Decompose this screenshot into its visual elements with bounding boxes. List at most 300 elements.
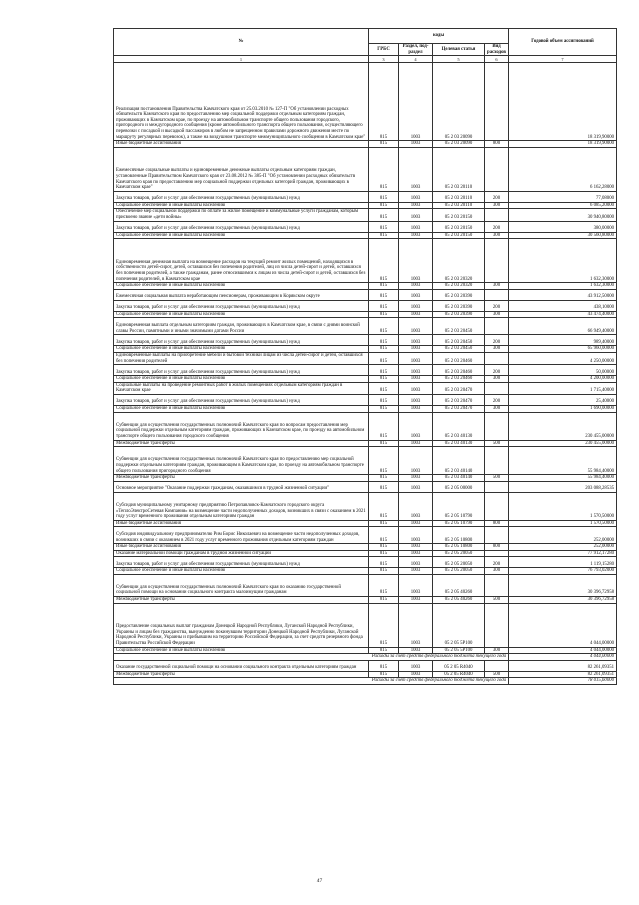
row-target: 05 2 05 40260 [433,575,485,597]
table-row [114,654,617,661]
row-name: Закупка товаров, работ и услуг для обеспечения государственных (муниципальных) нужд [114,221,369,232]
row-razdel: 1003 [399,191,433,202]
row-razdel: 1003 [399,318,433,335]
row-vid [485,481,509,492]
row-sum: 989,40000 [509,335,617,346]
row-razdel: 1003 [399,492,433,520]
row-name: Социальное обеспечение и иные выплаты населению [114,405,369,412]
row-razdel: 1003 [399,283,433,290]
row-name: Закупка товаров, работ и услуг для обеспечения государственных (муниципальных) нужд [114,394,369,405]
row-target: 05 2 05 20050 [433,568,485,575]
table-row [114,335,617,346]
row-vid [485,382,509,394]
header-num-5: 5 [433,56,485,63]
row-grbs: 815 [369,447,399,475]
row-target: 05 2 05 5P100 [433,647,485,654]
row-grbs: 815 [369,520,399,527]
table-row [114,300,617,311]
row-name: Оказание государственной социальной помощи на основании социального контракта отдельным категориям граждан [114,660,369,671]
table-row [114,447,617,475]
row-name: Закупка товаров, работ и услуг для обеспечения государственных (муниципальных) нужд [114,335,369,346]
row-grbs: 815 [369,603,399,647]
row-vid [485,209,509,221]
row-name: Оказание материальной помощи гражданам в трудной жизненной ситуации [114,550,369,557]
row-sum: 1 570,50000 [509,520,617,527]
row-grbs: 815 [369,300,399,311]
row-grbs: 815 [369,671,399,678]
row-target: 05 2 03 20110 [433,191,485,202]
row-name: Единовременные выплаты на приобретение мебели и бытовой техники лицам из числа детей-сирот и детей, оставшихся без попечения родителей [114,352,369,364]
row-grbs: 815 [369,63,399,141]
row-target: 05 2 03 20470 [433,382,485,394]
table-row [114,678,617,685]
table-body [114,63,617,685]
table-row [114,481,617,492]
row-sum: 43 912,50000 [509,289,617,300]
row-razdel: 1003 [399,300,433,311]
table-row [114,232,617,239]
row-razdel: 1003 [399,660,433,671]
row-target: 05 2 03 20150 [433,232,485,239]
row-name: Субвенции для осуществления государственных полномочий Камчатского края по вопросам предоставления мер социальной поддержки отдельным категориям граждан, проживающих в Камчатском крае, по проезду на автомобильном транспорте общего пользования городского сообщения [114,412,369,440]
header-num-3: 3 [369,56,399,63]
row-vid: 300 [485,346,509,353]
row-vid: 300 [485,202,509,209]
row-razdel: 1003 [399,239,433,283]
row-name: Иные бюджетные ассигнования [114,520,369,527]
row-sum: 252,00000 [509,527,617,544]
table-row [114,311,617,318]
row-target: 05 2 03 20110 [433,147,485,191]
table-row [114,671,617,678]
row-vid [485,63,509,141]
row-razdel: 1003 [399,141,433,148]
row-vid: 300 [485,405,509,412]
row-grbs: 815 [369,550,399,557]
row-razdel: 1003 [399,147,433,191]
row-vid: 500 [485,475,509,482]
row-grbs: 815 [369,311,399,318]
row-razdel: 1003 [399,376,433,383]
row-grbs: 815 [369,289,399,300]
row-target: 05 2 03 20460 [433,352,485,364]
row-grbs: 815 [369,318,399,335]
row-grbs: 815 [369,544,399,551]
row-target: 05 2 03 20460 [433,365,485,376]
row-grbs: 815 [369,575,399,597]
row-name: Субсидия индивидуальному предпринимателю Рим Борис Николаевич на возмещение части недополученных доходов, возникших в связи с оказанием в 2021 году услуг временного проживания отдельным категориям граждан [114,527,369,544]
row-razdel: 1003 [399,527,433,544]
row-sum: 25,40000 [509,394,617,405]
row-grbs: 815 [369,412,399,440]
row-razdel: 1003 [399,671,433,678]
row-name: Ежемесячные социальные выплаты и единовременные денежные выплаты отдельным категориям граждан, установленные Правительством Камчатского края от 23.08.2012 № 385-П "Об установлении расходных обязательств Камчатского края по предоставлению мер социальной поддержки отдельных категорий граждан, проживающих в Камчатском крае" [114,147,369,191]
row-vid: 300 [485,647,509,654]
table-row [114,520,617,527]
row-sum: 4 250,00000 [509,352,617,364]
row-sum: 77,08000 [509,191,617,202]
row-razdel: 1003 [399,475,433,482]
row-vid: 200 [485,335,509,346]
row-vid [485,318,509,335]
table-row [114,346,617,353]
row-target: 05 2 03 20150 [433,221,485,232]
table-row [114,394,617,405]
row-name: Субсидия муниципальному унитарному предприятию Петропавловск-Камчатского городского округа «ТеплоЭлектроСетевая Компания» на возмещение части недополученных доходов, возникших в связи с оказанием в 2021 году услуг временного проживания отдельным категориям граждан [114,492,369,520]
table-row [114,575,617,597]
row-target: 05 2 05 10790 [433,520,485,527]
table-row [114,382,617,394]
row-name: Социальное обеспечение и иные выплаты населению [114,346,369,353]
row-razdel: 1003 [399,544,433,551]
header-grbs: ГРБС [369,44,399,56]
row-vid: 200 [485,365,509,376]
row-target: 05 2 03 20390 [433,289,485,300]
row-grbs: 815 [369,335,399,346]
header-num-6: 6 [485,56,509,63]
row-name: Субвенции для осуществления государственных полномочий Камчатского края по предоставлению мер социальной поддержки отдельным категориям граждан, проживающим в Камчатском крае, по проезду на автомобильном транспорте общего пользования пригородного сообщения [114,447,369,475]
row-grbs: 815 [369,191,399,202]
row-grbs: 815 [369,141,399,148]
budget-table [113,28,617,685]
row-sum: 6 162,28000 [509,147,617,191]
row-sum: 380,00000 [509,221,617,232]
row-name: Иные бюджетные ассигнования [114,544,369,551]
row-target: 05 2 03 40140 [433,447,485,475]
row-grbs: 815 [369,660,399,671]
row-sum: 65 960,00000 [509,346,617,353]
row-vid [485,575,509,597]
row-name: Социальное обеспечение и иные выплаты населению [114,283,369,290]
row-sum: 4 200,00000 [509,376,617,383]
row-vid [485,239,509,283]
row-name: Закупка товаров, работ и услуг для обеспечения государственных (муниципальных) нужд [114,365,369,376]
table-row [114,141,617,148]
page-number: 47 [316,878,323,884]
header-row-numbers [114,56,617,63]
row-razdel: 1003 [399,647,433,654]
row-name: Социальное обеспечение и иные выплаты населению [114,202,369,209]
row-name: Межбюджетные трансферты [114,597,369,604]
row-razdel: 1003 [399,346,433,353]
row-vid: 800 [485,141,509,148]
row-grbs: 815 [369,283,399,290]
row-name: Межбюджетные трансферты [114,671,369,678]
row-sum: 1 632,30000 [509,239,617,283]
table-row [114,318,617,335]
row-grbs: 815 [369,147,399,191]
row-name: Социальное обеспечение и иные выплаты населению [114,568,369,575]
header-num-1: 1 [114,56,369,63]
row-target: 05 2 03 20110 [433,202,485,209]
row-name: Закупка товаров, работ и услуг для обеспечения государственных (муниципальных) нужд [114,191,369,202]
row-grbs: 815 [369,382,399,394]
row-note: Расходы за счет средств федерального бюджета текущего года [114,654,509,661]
row-vid [485,550,509,557]
row-target: 05 2 05 R4040 [433,671,485,678]
row-vid: 200 [485,221,509,232]
row-sum: 66 949,40000 [509,318,617,335]
row-target: 05 2 05 R4040 [433,660,485,671]
header-razdel: Раздел, под-раздел [399,44,433,56]
row-razdel: 1003 [399,232,433,239]
table-row [114,352,617,364]
row-sum: 230 455,00000 [509,412,617,440]
table-row [114,365,617,376]
row-sum: 30 560,80000 [509,232,617,239]
row-razdel: 1003 [399,412,433,440]
row-name: Обеспечение мер социальной поддержки по оплате за жилое помещение и коммунальные услуги гражданам, которым присвоено звание «дети войны» [114,209,369,221]
row-razdel: 1003 [399,405,433,412]
row-grbs: 815 [369,481,399,492]
row-vid [485,527,509,544]
row-target: 05 2 03 20390 [433,311,485,318]
row-razdel: 1003 [399,209,433,221]
row-grbs: 815 [369,440,399,447]
row-vid: 200 [485,300,509,311]
row-grbs: 815 [369,346,399,353]
row-grbs: 815 [369,394,399,405]
header-no: № [114,29,369,56]
row-target: 05 2 03 20450 [433,335,485,346]
row-sum: 55 984,40000 [509,447,617,475]
row-grbs: 815 [369,557,399,568]
row-sum: 50,00000 [509,365,617,376]
row-sum: 18 319,90000 [509,141,617,148]
row-razdel: 1003 [399,221,433,232]
row-grbs: 815 [369,376,399,383]
row-name: Закупка товаров, работ и услуг для обеспечения государственных (муниципальных) нужд [114,557,369,568]
row-target: 05 2 03 20090 [433,141,485,148]
row-target: 05 2 05 10800 [433,527,485,544]
row-razdel: 1003 [399,557,433,568]
header-summa: Годовой объем ассигнований [509,29,617,56]
table-row [114,440,617,447]
row-vid [485,447,509,475]
row-name: Межбюджетные трансферты [114,440,369,447]
row-sum: 1 690,00000 [509,405,617,412]
row-sum: 1 570,50000 [509,492,617,520]
row-sum: 4 044,00000 [509,647,617,654]
table-row [114,544,617,551]
row-sum: 1 119,15280 [509,557,617,568]
row-vid: 200 [485,557,509,568]
row-razdel: 1003 [399,63,433,141]
row-sum: 6 085,20000 [509,202,617,209]
row-grbs: 815 [369,365,399,376]
row-grbs: 815 [369,647,399,654]
table-row [114,492,617,520]
row-sum: 30 396,72958 [509,575,617,597]
row-razdel: 1003 [399,597,433,604]
row-target: 05 2 03 20320 [433,239,485,283]
row-target: 05 2 03 20090 [433,63,485,141]
row-sum: 4 044,00000 [509,654,617,661]
row-sum: 1 715,40000 [509,382,617,394]
row-grbs: 815 [369,568,399,575]
row-razdel: 1003 [399,447,433,475]
row-name: Основное мероприятие "Оказание поддержки гражданам, оказавшимся в трудной жизненной ситуации" [114,481,369,492]
table-row [114,202,617,209]
row-sum: 76 793,02000 [509,568,617,575]
table-row [114,209,617,221]
row-razdel: 1003 [399,365,433,376]
row-grbs: 815 [369,221,399,232]
row-name: Единовременная выплата отдельным категориям граждан, проживающих в Камчатском крае, в связи с днями воинской славы России, памятными и иными значимыми датами России [114,318,369,335]
header-codes: коды [369,29,509,44]
row-razdel: 1003 [399,603,433,647]
row-target: 05 2 05 10800 [433,544,485,551]
row-razdel: 1003 [399,352,433,364]
row-razdel: 1003 [399,311,433,318]
table-row [114,63,617,141]
row-name: Реализация постановления Правительства Камчатского края от 25.03.2010 № 127-П "Об установлении расходных обязательств Камчатского края по предоставлению мер социальной поддержки отдельным категориям граждан, проживающих в Камчатском крае, по проезду на автомобильном транспорте общего пользования городского, пригородного и междугородного сообщения (кроме автомобильного транспорта общего пользования, осуществляющего перевозки с посадкой и высадкой пассажиров в любом не запрещенном правилами дорожного движения месте по маршруту регулярных перевозок), а также на воздушном транспорте межмуниципального сообщения в Камчатском крае" [114,63,369,141]
row-target: 05 2 03 20470 [433,394,485,405]
row-vid: 300 [485,376,509,383]
row-sum: 30 396,72958 [509,597,617,604]
row-sum: 82 261,09351 [509,671,617,678]
row-grbs: 815 [369,352,399,364]
row-target: 05 2 03 20320 [433,283,485,290]
row-vid: 500 [485,597,509,604]
row-target: 05 2 03 40130 [433,412,485,440]
row-sum: 43 474,40000 [509,311,617,318]
row-razdel: 1003 [399,289,433,300]
row-vid: 200 [485,191,509,202]
row-grbs: 815 [369,202,399,209]
row-razdel: 1003 [399,202,433,209]
row-vid: 300 [485,283,509,290]
row-razdel: 1003 [399,394,433,405]
table-row [114,603,617,647]
row-vid: 800 [485,520,509,527]
row-vid [485,492,509,520]
row-name: Социальные выплаты на проведение ремонтных работ в жилых помещениях отдельным категориям граждан в Камчатском крае [114,382,369,394]
table-row [114,647,617,654]
header-celevaya: Целевая статья [433,44,485,56]
table-row [114,239,617,283]
row-target: 05 2 03 20450 [433,318,485,335]
table-row [114,221,617,232]
row-vid [485,603,509,647]
row-name: Иные бюджетные ассигнования [114,141,369,148]
table-row [114,597,617,604]
row-target: 05 2 05 5P100 [433,603,485,647]
row-sum: 4 044,00000 [509,603,617,647]
row-target: 05 2 03 20460 [433,376,485,383]
row-name: Социальное обеспечение и иные выплаты населению [114,232,369,239]
table-row [114,412,617,440]
row-target: 05 2 05 40260 [433,597,485,604]
row-name: Ежемесячная социальная выплата неработающим пенсионерам, проживающим в Корякском округе [114,289,369,300]
row-vid: 500 [485,671,509,678]
row-vid: 300 [485,568,509,575]
row-razdel: 1003 [399,335,433,346]
row-vid: 500 [485,440,509,447]
row-grbs: 815 [369,597,399,604]
row-vid: 300 [485,232,509,239]
table-row [114,660,617,671]
row-vid: 800 [485,544,509,551]
row-grbs: 815 [369,492,399,520]
row-name: Единовременная денежная выплата на возмещение расходов на текущий ремонт жилых помещений, находящихся в собственности детей-сирот, детей, оставшихся без попечения родителей, лиц из числа детей-сирот и детей, оставшихся без попечения родителей, а также гражданам, ранее относившимся к лицам из числа детей-сирот и детей, оставшихся без попечения родителей, в Камчатском крае [114,239,369,283]
row-sum: 78 015,60000 [509,678,617,685]
row-grbs: 815 [369,527,399,544]
row-sum: 55 984,40000 [509,475,617,482]
row-sum: 438,10000 [509,300,617,311]
table-row [114,550,617,557]
row-sum: 1 632,30000 [509,283,617,290]
row-razdel: 1003 [399,568,433,575]
row-vid [485,412,509,440]
row-target: 05 2 05 10790 [433,492,485,520]
row-name: Субвенции для осуществления государственных полномочий Камчатского края по оказанию государственной социальной помощи на основании социального контракта малоимущим гражданам [114,575,369,597]
row-grbs: 815 [369,405,399,412]
header-num-7: 7 [509,56,617,63]
table-row [114,557,617,568]
header-vid: Вид расходов [485,44,509,56]
header-num-4: 4 [399,56,433,63]
row-target: 05 2 05 20050 [433,557,485,568]
table-row [114,283,617,290]
table-row [114,147,617,191]
row-vid [485,352,509,364]
row-target: 05 2 05 20050 [433,550,485,557]
row-grbs: 815 [369,475,399,482]
row-grbs: 815 [369,209,399,221]
row-razdel: 1003 [399,440,433,447]
row-note: Расходы за счет средств федерального бюджета текущего года [114,678,509,685]
row-target: 05 2 03 20150 [433,209,485,221]
row-vid [485,147,509,191]
row-sum: 77 912,17280 [509,550,617,557]
row-name: Социальное обеспечение и иные выплаты населению [114,311,369,318]
table-row [114,191,617,202]
row-name: Социальное обеспечение и иные выплаты населению [114,647,369,654]
row-razdel: 1003 [399,550,433,557]
row-vid [485,289,509,300]
table-row [114,405,617,412]
row-sum: 30 940,80000 [509,209,617,221]
row-razdel: 1003 [399,575,433,597]
row-sum: 18 319,90000 [509,63,617,141]
row-vid: 300 [485,311,509,318]
row-target: 05 2 03 40130 [433,440,485,447]
header-row-top [114,29,617,44]
row-sum: 203 088,28535 [509,481,617,492]
row-name: Предоставление социальных выплат гражданам Донецкой Народной Республики, Луганской Народной Республики, Украины и лицам без гражданства, вынужденно покинувшим территории Донецкой Народной Республики, Луганской Народной Республики, Украины и прибывшим на территорию Российской Федерации, за счет средств резервного фонда Правительства Российской Федерации [114,603,369,647]
row-grbs: 815 [369,239,399,283]
row-grbs: 815 [369,232,399,239]
row-target: 05 2 05 00000 [433,481,485,492]
table-row [114,289,617,300]
row-target: 05 2 03 20450 [433,346,485,353]
row-vid: 200 [485,394,509,405]
table-row [114,527,617,544]
row-name: Закупка товаров, работ и услуг для обеспечения государственных (муниципальных) нужд [114,300,369,311]
row-razdel: 1003 [399,382,433,394]
row-target: 05 2 03 20470 [433,405,485,412]
row-target: 05 2 03 40140 [433,475,485,482]
row-vid [485,660,509,671]
table-row [114,475,617,482]
row-name: Межбюджетные трансферты [114,475,369,482]
row-sum: 252,00000 [509,544,617,551]
row-sum: 82 261,09351 [509,660,617,671]
table-row [114,376,617,383]
row-sum: 230 455,00000 [509,440,617,447]
row-name: Социальное обеспечение и иные выплаты населению [114,376,369,383]
